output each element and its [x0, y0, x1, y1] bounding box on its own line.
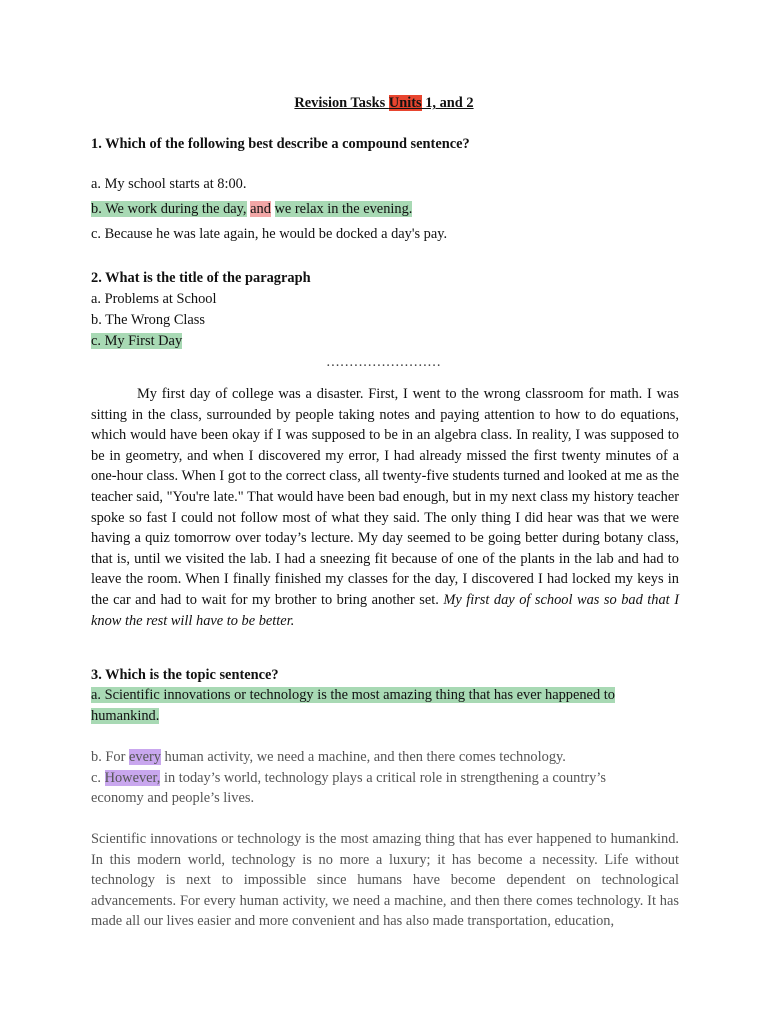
paragraph-college-italic: My first day of school was so bad that I know the rest will have to be better. [91, 591, 679, 629]
q3-option-c-line2: economy and people’s lives. [91, 790, 255, 806]
q1-option-b-part2: we relax in the evening. [274, 201, 413, 217]
q2-option-c [91, 331, 182, 351]
question-1: 1. Which of the following best describe a compound sentence? [91, 136, 470, 152]
q3-option-a-line2: humankind. [91, 708, 160, 724]
q3-option-a-line1: a. Scientific innovations or technology is the most amazing thing that has ever happened to [91, 687, 615, 703]
q3-option-b-highlight: every [128, 749, 161, 765]
page-title [0, 93, 768, 113]
title-suffix: 1, and 2 [421, 95, 474, 111]
paragraph-technology: Scientific innovations or technology is the most amazing thing that has ever happened to humankind. In this modern world, technology is no more a luxury; it has become a necessity. Life without technology is next to impossible since humans have become dependent on technological advancements. For every human activity, we need a machine, and then there comes technology. It has made all our lives easier and more convenient and has also made transportation, education, [91, 831, 679, 930]
q3-option-c-line1: c. However, in today’s world, technology plays a critical role in strengthening a country’s [91, 770, 606, 786]
q1-option-b-part1: b. We work during the day, [91, 201, 247, 217]
question-3: 3. Which is the topic sentence? [91, 667, 279, 683]
q1-option-b-conjunction: and [250, 201, 271, 217]
title-units-highlight: Units [388, 95, 422, 111]
question-2: 2. What is the title of the paragraph [91, 270, 311, 286]
title-prefix: Revision Tasks [294, 95, 389, 111]
separator: ......................... [326, 354, 442, 370]
q3-option-c-highlight: However, [104, 770, 161, 786]
q1-option-c: c. Because he was late again, he would be docked a day's pay. [91, 226, 448, 242]
paragraph-college-text: My first day of college was a disaster. First, I went to the wrong classroom for math. I was sitting in the class, surrounded by people taking notes and paying attention to how to do equations, which would have been okay if I was supposed to be in an algebra class. In reality, I was supposed to be in geometry, and when I discovered my error, I had already missed the first twenty minutes of a one-hour class. When I got to the correct class, all twenty-five students turned and looked at me as the teacher said, "You're late." That would have been bad enough, but in my next class my history teacher spoke so fast I could not follow most of what they said. The only thing I did hear was that we were having a quiz tomorrow over today’s lecture. My day seemed to be going better during botany class, that is, until we visited the lab. I had a sneezing fit because of one of the plants in the lab and had to leave the room. When I finally finished my classes for the day, I discovered I had locked my keys in the car and had to wait for my brother to bring another set. [91, 386, 679, 608]
q1-option-a: a. My school starts at 8:00. [91, 176, 247, 192]
paragraph-college [91, 384, 679, 631]
q3-option-b: b. For every human activity, we need a machine, and then there comes technology. [91, 749, 566, 765]
q2-option-b: b. The Wrong Class [91, 312, 206, 328]
q2-option-a: a. Problems at School [91, 291, 217, 307]
q1-option-b [91, 199, 412, 219]
q2-option-c-highlight: c. My First Day [91, 333, 183, 349]
